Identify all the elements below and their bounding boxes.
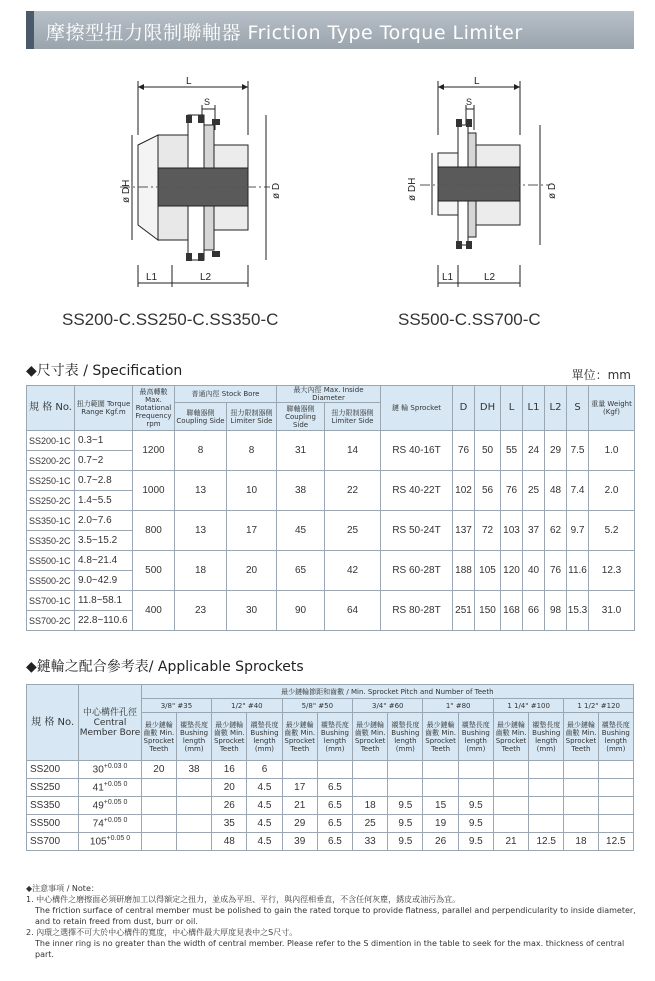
sprocket-value-cell: 35 [212,815,247,833]
sprocket-value-cell: 9.5 [388,833,423,851]
hdr-coupling-side-max: 聯軸器側 Coupling Side [277,403,325,431]
left-drawing-caption: SS200-C.SS250-C.SS350-C [62,310,279,329]
DH-cell: 105 [475,551,501,591]
torque-cell: 4.8~21.4 [75,551,133,571]
DH-cell: 56 [475,471,501,511]
max_l-cell: 64 [325,591,381,631]
D-cell: 102 [453,471,475,511]
model-cell: SS250-2C [27,491,75,511]
hdr-min-teeth: 最少鏈輪齒數 Min. Sprocket Teeth [423,713,458,761]
sprocket-row [27,761,634,779]
hdr-bushing: 襯墊長度 Bushing length (mm) [598,713,633,761]
dim-S-label: S [204,97,211,107]
hdr-pitch: 5/8" #50 [282,699,352,713]
sprocket-value-cell [353,761,388,779]
sprocket-value-cell: 6.5 [317,833,352,851]
sprocket-cell: RS 60-28T [381,551,453,591]
note-2-en: The inner ring is no greater than the width of central member. Please refer to the S dimention in the table to seek for the max. thickness of central part. [35,939,625,959]
sprocket-value-cell [458,761,493,779]
sprocket-value-cell: 9.5 [388,815,423,833]
sprocket-cell: RS 80-28T [381,591,453,631]
model-cell: SS700 [27,833,79,851]
max_c-cell: 90 [277,591,325,631]
bore_c-cell: 23 [175,591,227,631]
rpm-cell: 800 [133,511,175,551]
bore_c-cell: 18 [175,551,227,591]
model-cell: SS350 [27,797,79,815]
dim-DH-label: ø DH [407,177,418,201]
sprocket-section-title: ◆鏈輪之配合參考表/ Applicable Sprockets [26,659,304,675]
bore-value: 105 [89,836,107,848]
sprocket-value-cell [176,797,211,815]
hdr-sprocket: 鏈 輪 Sprocket [381,386,453,431]
sprocket-value-cell: 26 [423,833,458,851]
L1-cell: 24 [523,431,545,471]
bore-cell [79,761,141,779]
sprocket-value-cell: 26 [212,797,247,815]
S-cell: 7.5 [567,431,589,471]
sprocket-value-cell: 25 [353,815,388,833]
DH-cell: 50 [475,431,501,471]
sprocket-value-cell: 15 [423,797,458,815]
note-1-en: The friction surface of central member must be polished to gain the rated torque to provide flatness, parallel and perpendicularity to inside diameter, and to retain freed from dust, burr or oil. [35,906,636,926]
sprocket-value-cell [423,761,458,779]
model-cell: SS500 [27,815,79,833]
sprocket-value-cell: 18 [353,797,388,815]
hdr-bushing: 襯墊長度 Bushing length (mm) [458,713,493,761]
bore-tolerance: +0.03 0 [103,763,128,771]
D-cell: 137 [453,511,475,551]
hdr-limiter-side: 扭力限制器側 Limiter Side [227,403,277,431]
bore_c-cell: 8 [175,431,227,471]
sprocket-value-cell [598,779,633,797]
hdr-stock-bore: 普通內徑 Stock Bore [175,386,277,403]
bore_l-cell: 10 [227,471,277,511]
sprocket-value-cell [564,815,598,833]
sprocket-value-cell: 29 [282,815,317,833]
S-cell: 7.4 [567,471,589,511]
hdr-model: 規 格 No. [27,386,75,431]
dim-S-label: S [466,97,473,107]
sprocket-value-cell: 4.5 [247,797,282,815]
L-cell: 120 [501,551,523,591]
sprocket-value-cell [529,761,564,779]
bore_c-cell: 13 [175,511,227,551]
hdr-min-teeth: 最少鏈輪齒數 Min. Sprocket Teeth [493,713,528,761]
max_c-cell: 31 [277,431,325,471]
sprocket-value-cell [141,797,176,815]
hdr-min-teeth: 最少鏈輪齒數 Min. Sprocket Teeth [141,713,176,761]
bore_l-cell: 30 [227,591,277,631]
hdr-pitch: 1" #80 [423,699,493,713]
spec-row [27,511,635,531]
bore_c-cell: 13 [175,471,227,511]
bore-tolerance: +0.05 0 [103,799,128,807]
rpm-cell: 1000 [133,471,175,511]
sprocket-value-cell: 17 [282,779,317,797]
torque-cell: 9.0~42.9 [75,571,133,591]
sprocket-value-cell: 16 [212,761,247,779]
sprocket-value-cell: 6.5 [317,797,352,815]
spec-row [27,551,635,571]
right-coupling-drawing [400,75,570,300]
S-cell: 11.6 [567,551,589,591]
L2-cell: 98 [545,591,567,631]
sprocket-row [27,779,634,797]
sprocket-value-cell: 6.5 [317,815,352,833]
bore-value: 74 [92,818,104,830]
torque-cell: 2.0~7.6 [75,511,133,531]
sprocket-value-cell [529,779,564,797]
dim-L-label: L [474,76,480,87]
max_l-cell: 25 [325,511,381,551]
bore-tolerance: +0.05 0 [106,835,131,843]
hdr-bushing: 襯墊長度 Bushing length (mm) [317,713,352,761]
hdr-D: D [453,386,475,431]
hdr-min-teeth: 最少鏈輪齒數 Min. Sprocket Teeth [282,713,317,761]
hdr-L: L [501,386,523,431]
dim-DH-label: ø DH [121,179,132,203]
sprocket-value-cell: 12.5 [529,833,564,851]
model-cell: SS200-1C [27,431,75,451]
hdr-model: 規 格 No. [27,685,79,761]
sprocket-value-cell [493,779,528,797]
torque-cell: 22.8~110.6 [75,611,133,631]
max_c-cell: 65 [277,551,325,591]
hdr-bushing: 襯墊長度 Bushing length (mm) [247,713,282,761]
hdr-torque: 扭力範圍 Torque Range Kgf.m [75,386,133,431]
rpm-cell: 500 [133,551,175,591]
sprocket-value-cell [423,779,458,797]
model-cell: SS350-1C [27,511,75,531]
hdr-L1: L1 [523,386,545,431]
sprocket-cell: RS 50-24T [381,511,453,551]
rpm-cell: 400 [133,591,175,631]
sprocket-value-cell [141,833,176,851]
DH-cell: 150 [475,591,501,631]
spec-row [27,591,635,611]
D-cell: 76 [453,431,475,471]
bore-cell [79,797,141,815]
sprocket-value-cell [141,779,176,797]
sprocket-value-cell: 38 [176,761,211,779]
sprocket-value-cell: 9.5 [458,833,493,851]
hdr-pitch-teeth: 最少鏈輪節距和齒數 / Min. Sprocket Pitch and Number of Teeth [141,685,633,699]
hdr-bushing: 襯墊長度 Bushing length (mm) [176,713,211,761]
dim-D-label: ø D [271,182,282,199]
sprocket-value-cell: 18 [564,833,598,851]
sprocket-value-cell: 39 [282,833,317,851]
max_l-cell: 22 [325,471,381,511]
sprocket-value-cell: 21 [282,797,317,815]
dim-D-label: ø D [547,182,558,199]
notes [26,883,636,960]
bore_l-cell: 20 [227,551,277,591]
dim-L2-label: L2 [484,272,496,283]
sprocket-row [27,797,634,815]
bore-tolerance: +0.05 0 [103,817,128,825]
hdr-DH: DH [475,386,501,431]
L-cell: 55 [501,431,523,471]
sprocket-cell: RS 40-16T [381,431,453,471]
rpm-cell: 1200 [133,431,175,471]
sprocket-value-cell [598,761,633,779]
sprocket-value-cell: 4.5 [247,833,282,851]
left-coupling-drawing [100,75,300,300]
sprocket-value-cell [317,761,352,779]
hdr-pitch: 1/2" #40 [212,699,282,713]
sprocket-value-cell [564,761,598,779]
sprocket-row [27,815,634,833]
sprocket-value-cell: 20 [212,779,247,797]
hdr-pitch: 1 1/4" #100 [493,699,563,713]
sprocket-value-cell [176,833,211,851]
max_l-cell: 14 [325,431,381,471]
hdr-bushing: 襯墊長度 Bushing length (mm) [529,713,564,761]
L1-cell: 25 [523,471,545,511]
sprocket-value-cell [388,761,423,779]
L2-cell: 29 [545,431,567,471]
model-cell: SS350-2C [27,531,75,551]
L-cell: 103 [501,511,523,551]
D-cell: 188 [453,551,475,591]
sprocket-value-cell [141,815,176,833]
sprocket-value-cell [564,797,598,815]
note-1-zh: 1. 中心構件之磨擦面必須研磨加工以得額定之扭力，並成為平坦、平行，與內徑相垂直，不含任何灰塵，銹皮或油污為宜。 [26,895,461,904]
dim-L1-label: L1 [146,272,158,283]
sprocket-value-cell: 9.5 [388,797,423,815]
sprocket-value-cell: 4.5 [247,815,282,833]
sprocket-value-cell [282,761,317,779]
L2-cell: 76 [545,551,567,591]
bore-cell [79,779,141,797]
model-cell: SS700-2C [27,611,75,631]
torque-cell: 0.7~2 [75,451,133,471]
torque-cell: 1.4~5.5 [75,491,133,511]
torque-cell: 0.7~2.8 [75,471,133,491]
L1-cell: 66 [523,591,545,631]
page-title: 摩擦型扭力限制聯軸器 Friction Type Torque Limiter [46,22,523,44]
weight-cell: 12.3 [589,551,635,591]
L-cell: 168 [501,591,523,631]
hdr-bore: 中心構件孔徑 Central Member Bore [79,685,141,761]
sprocket-value-cell [388,779,423,797]
weight-cell: 1.0 [589,431,635,471]
sprocket-value-cell: 20 [141,761,176,779]
sprocket-value-cell: 9.5 [458,797,493,815]
weight-cell: 2.0 [589,471,635,511]
dim-L2-label: L2 [200,272,212,283]
sprocket-value-cell [458,779,493,797]
sprocket-value-cell [493,797,528,815]
sprocket-value-cell [493,761,528,779]
hdr-min-teeth: 最少鏈輪齒數 Min. Sprocket Teeth [212,713,247,761]
unit-label: 單位：mm [571,368,631,382]
hdr-min-teeth: 最少鏈輪齒數 Min. Sprocket Teeth [353,713,388,761]
hdr-weight: 重量 Weight (Kgf) [589,386,635,431]
bore-value: 30 [92,764,104,776]
L2-cell: 48 [545,471,567,511]
L-cell: 76 [501,471,523,511]
sprocket-value-cell [493,815,528,833]
D-cell: 251 [453,591,475,631]
hdr-S: S [567,386,589,431]
hdr-coupling-side: 聯軸器側 Coupling Side [175,403,227,431]
sprocket-table [26,684,634,851]
sprocket-value-cell: 21 [493,833,528,851]
sprocket-value-cell: 12.5 [598,833,633,851]
sprocket-value-cell [176,779,211,797]
sprocket-value-cell [176,815,211,833]
model-cell: SS250-1C [27,471,75,491]
bore-value: 49 [92,800,104,812]
hdr-bushing: 襯墊長度 Bushing length (mm) [388,713,423,761]
max_l-cell: 42 [325,551,381,591]
right-drawing-caption: SS500-C.SS700-C [398,310,541,329]
sprocket-value-cell [353,779,388,797]
L1-cell: 40 [523,551,545,591]
model-cell: SS250 [27,779,79,797]
title-banner-accent [26,11,34,49]
hdr-pitch: 3/4" #60 [353,699,423,713]
DH-cell: 72 [475,511,501,551]
sprocket-value-cell: 19 [423,815,458,833]
hdr-limiter-side-max: 扭力限制器側 Limiter Side [325,403,381,431]
torque-cell: 3.5~15.2 [75,531,133,551]
bore_l-cell: 17 [227,511,277,551]
bore_l-cell: 8 [227,431,277,471]
model-cell: SS500-1C [27,551,75,571]
specification-table [26,385,635,631]
hdr-pitch: 1 1/2" #120 [564,699,634,713]
sprocket-value-cell: 6 [247,761,282,779]
weight-cell: 31.0 [589,591,635,631]
max_c-cell: 38 [277,471,325,511]
torque-cell: 0.3~1 [75,431,133,451]
bore-value: 41 [92,782,104,794]
sprocket-value-cell: 33 [353,833,388,851]
sprocket-value-cell [564,779,598,797]
model-cell: SS500-2C [27,571,75,591]
note-2-zh: 2. 內環之選擇不可大於中心構件的寬度，中心構件最大厚度見表中之S尺寸。 [26,928,298,937]
sprocket-row [27,833,634,851]
torque-cell: 11.8~58.1 [75,591,133,611]
max_c-cell: 45 [277,511,325,551]
sprocket-cell: RS 40-22T [381,471,453,511]
bore-cell [79,833,141,851]
sprocket-value-cell: 48 [212,833,247,851]
sprocket-value-cell [529,815,564,833]
L2-cell: 62 [545,511,567,551]
sprocket-value-cell: 4.5 [247,779,282,797]
sprocket-value-cell: 9.5 [458,815,493,833]
hdr-rpm: 最高轉數 Max. Rotational Frequency rpm [133,386,175,431]
spec-row [27,471,635,491]
spec-section-title: ◆尺寸表 / Specification [26,363,183,379]
model-cell: SS200 [27,761,79,779]
notes-title: ◆注意事項 / Note： [26,884,99,893]
L1-cell: 37 [523,511,545,551]
hdr-pitch: 3/8" #35 [141,699,211,713]
hdr-min-teeth: 最少鏈輪齒數 Min. Sprocket Teeth [564,713,598,761]
model-cell: SS200-2C [27,451,75,471]
sprocket-value-cell [529,797,564,815]
hdr-L2: L2 [545,386,567,431]
sprocket-value-cell: 6.5 [317,779,352,797]
hdr-max-inside: 最大內徑 Max. Inside Diameter [277,386,381,403]
S-cell: 9.7 [567,511,589,551]
bore-tolerance: +0.05 0 [103,781,128,789]
model-cell: SS700-1C [27,591,75,611]
bore-cell [79,815,141,833]
dim-L1-label: L1 [442,272,454,283]
weight-cell: 5.2 [589,511,635,551]
sprocket-value-cell [598,797,633,815]
sprocket-value-cell [598,815,633,833]
spec-row [27,431,635,451]
dim-L-label: L [186,76,192,87]
S-cell: 15.3 [567,591,589,631]
